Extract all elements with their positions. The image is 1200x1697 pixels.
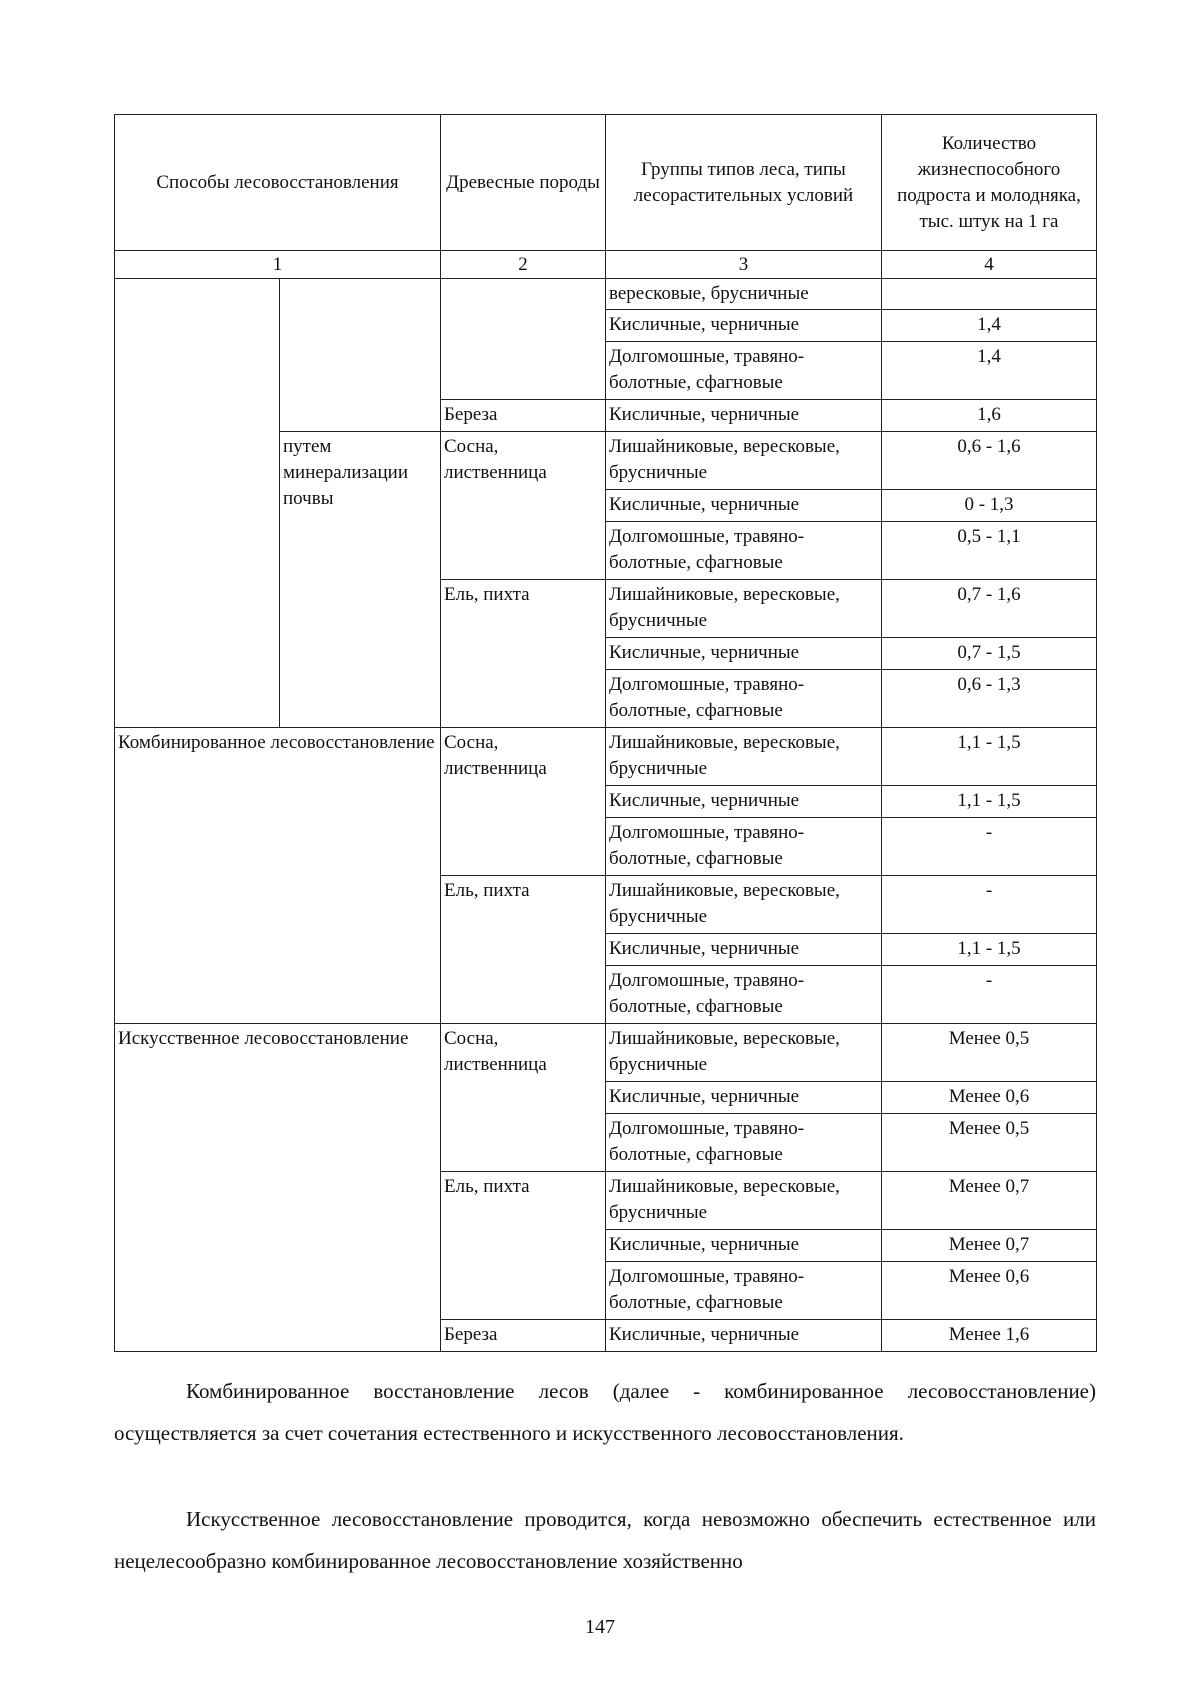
header-method: Способы лесовосстановления bbox=[115, 115, 441, 251]
quantity-cell: Менее 0,7 bbox=[882, 1230, 1097, 1262]
quantity-cell: Менее 0,5 bbox=[882, 1114, 1097, 1172]
header-species: Древесные породы bbox=[441, 115, 606, 251]
forest-type-cell: Лишайниковые, вересковые, брусничные bbox=[606, 1024, 882, 1082]
forest-type-cell: Лишайниковые, вересковые, брусничные bbox=[606, 728, 882, 786]
species-cell: Ель, пихта bbox=[441, 580, 606, 728]
column-number: 4 bbox=[882, 251, 1097, 279]
forest-type-cell: Кисличные, черничные bbox=[606, 400, 882, 432]
body-paragraph bbox=[114, 1498, 1096, 1582]
method-cell: Комбинированное лесовосстановление bbox=[115, 728, 441, 1024]
body-paragraph bbox=[114, 1370, 1096, 1454]
method-cell: Искусственное лесовосстановление bbox=[115, 1024, 441, 1352]
quantity-cell: 1,4 bbox=[882, 342, 1097, 400]
quantity-cell: 0,7 - 1,6 bbox=[882, 580, 1097, 638]
forest-type-cell: Кисличные, черничные bbox=[606, 1082, 882, 1114]
quantity-cell: Менее 1,6 bbox=[882, 1320, 1097, 1352]
quantity-cell: 1,4 bbox=[882, 310, 1097, 342]
header-forest-type: Группы типов леса, типы лесорастительных условий bbox=[606, 115, 882, 251]
quantity-cell: 1,1 - 1,5 bbox=[882, 728, 1097, 786]
forest-type-cell: Долгомошные, травяно-болотные, сфагновые bbox=[606, 1262, 882, 1320]
forest-type-cell: Кисличные, черничные bbox=[606, 1320, 882, 1352]
paragraph-text: Искусственное лесовосстановление проводится, когда невозможно обеспечить естественное или нецелесообразно комбинированное лесовосстановление хозяйственно bbox=[114, 1507, 1096, 1573]
forest-type-cell: Кисличные, черничные bbox=[606, 786, 882, 818]
quantity-cell: - bbox=[882, 876, 1097, 934]
header-quantity: Количество жизнеспособного подроста и молодняка, тыс. штук на 1 га bbox=[882, 115, 1097, 251]
forest-type-cell: Долгомошные, травяно-болотные, сфагновые bbox=[606, 966, 882, 1024]
quantity-cell: 0,7 - 1,5 bbox=[882, 638, 1097, 670]
forest-regeneration-table bbox=[114, 114, 1097, 1352]
forest-type-cell: Долгомошные, травяно-болотные, сфагновые bbox=[606, 1114, 882, 1172]
quantity-cell: - bbox=[882, 818, 1097, 876]
page-number: 147 bbox=[585, 1616, 615, 1638]
forest-type-cell: Лишайниковые, вересковые, брусничные bbox=[606, 876, 882, 934]
quantity-cell: 1,1 - 1,5 bbox=[882, 786, 1097, 818]
quantity-cell: 0 - 1,3 bbox=[882, 490, 1097, 522]
quantity-cell: Менее 0,7 bbox=[882, 1172, 1097, 1230]
submethod-cell: путем минерализации почвы bbox=[280, 432, 441, 728]
quantity-cell: 1,6 bbox=[882, 400, 1097, 432]
forest-type-cell: Лишайниковые, вересковые, брусничные bbox=[606, 1172, 882, 1230]
species-cell: Сосна, лиственница bbox=[441, 728, 606, 876]
forest-type-cell: Кисличные, черничные bbox=[606, 934, 882, 966]
species-cell: Сосна, лиственница bbox=[441, 432, 606, 580]
quantity-cell: Менее 0,6 bbox=[882, 1262, 1097, 1320]
quantity-cell: 0,5 - 1,1 bbox=[882, 522, 1097, 580]
quantity-cell: 0,6 - 1,6 bbox=[882, 432, 1097, 490]
species-cell bbox=[441, 279, 606, 400]
forest-type-cell: Лишайниковые, вересковые, брусничные bbox=[606, 432, 882, 490]
forest-type-cell: Кисличные, черничные bbox=[606, 638, 882, 670]
column-number: 3 bbox=[606, 251, 882, 279]
quantity-cell bbox=[882, 279, 1097, 310]
species-cell: Ель, пихта bbox=[441, 876, 606, 1024]
forest-type-cell: Долгомошные, травяно-болотные, сфагновые bbox=[606, 522, 882, 580]
forest-type-cell: Долгомошные, травяно-болотные, сфагновые bbox=[606, 342, 882, 400]
species-cell: Береза bbox=[441, 1320, 606, 1352]
submethod-cell bbox=[280, 279, 441, 432]
quantity-cell: Менее 0,5 bbox=[882, 1024, 1097, 1082]
species-cell: Береза bbox=[441, 400, 606, 432]
quantity-cell: - bbox=[882, 966, 1097, 1024]
forest-type-cell: Долгомошные, травяно-болотные, сфагновые bbox=[606, 670, 882, 728]
forest-type-cell: вересковые, брусничные bbox=[606, 279, 882, 310]
forest-type-cell: Кисличные, черничные bbox=[606, 490, 882, 522]
method-cell bbox=[115, 279, 280, 728]
forest-type-cell: Кисличные, черничные bbox=[606, 310, 882, 342]
column-number: 1 bbox=[115, 251, 441, 279]
species-cell: Сосна, лиственница bbox=[441, 1024, 606, 1172]
quantity-cell: 0,6 - 1,3 bbox=[882, 670, 1097, 728]
quantity-cell: Менее 0,6 bbox=[882, 1082, 1097, 1114]
forest-type-cell: Долгомошные, травяно-болотные, сфагновые bbox=[606, 818, 882, 876]
column-number: 2 bbox=[441, 251, 606, 279]
forest-type-cell: Лишайниковые, вересковые, брусничные bbox=[606, 580, 882, 638]
species-cell: Ель, пихта bbox=[441, 1172, 606, 1320]
forest-type-cell: Кисличные, черничные bbox=[606, 1230, 882, 1262]
quantity-cell: 1,1 - 1,5 bbox=[882, 934, 1097, 966]
paragraph-text: Комбинированное восстановление лесов (далее - комбинированное лесовосстановление) осуществляется за счет сочетания естественного и искусственного лесовосстановления. bbox=[114, 1379, 1096, 1445]
